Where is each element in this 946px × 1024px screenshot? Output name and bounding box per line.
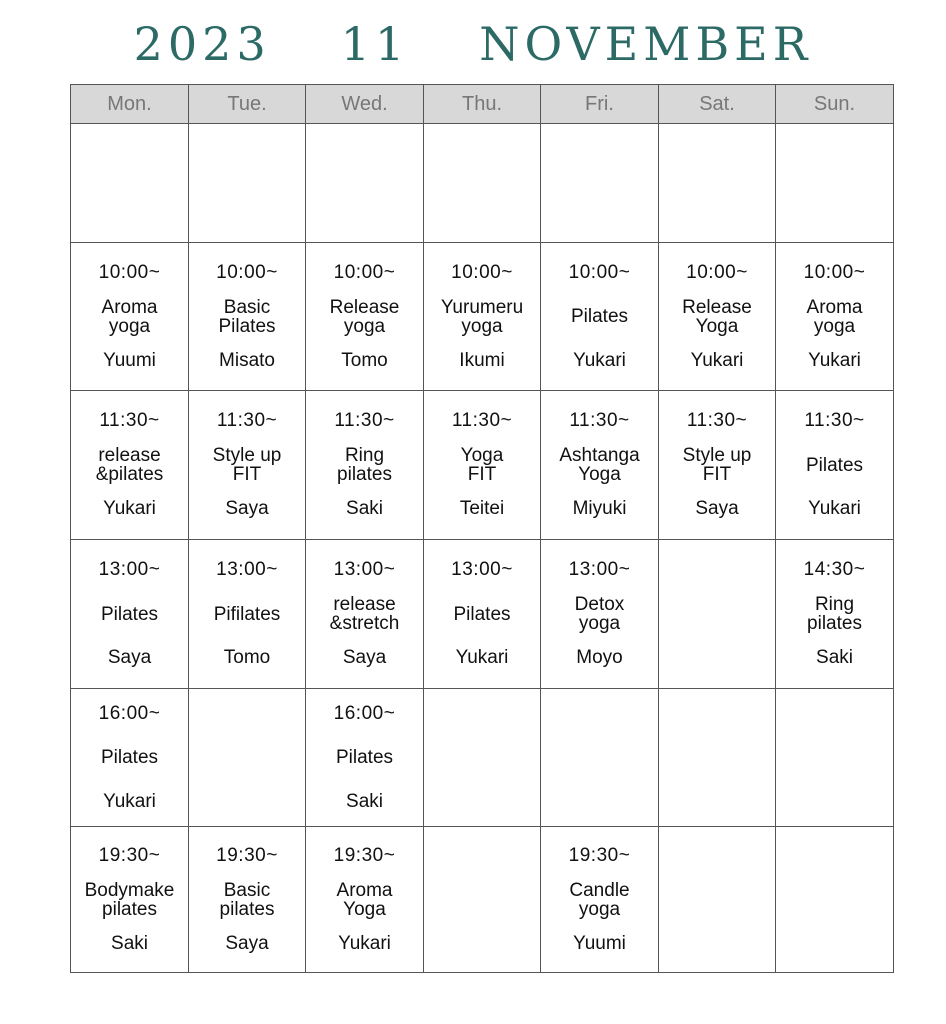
class-time: 11:30~ [804,410,865,431]
class-entry [659,243,775,390]
class-entry [189,243,305,390]
schedule-cell-sat [659,391,776,540]
schedule-cell-sat [659,124,776,243]
class-time: 10:00~ [451,261,513,283]
class-teacher: Yukari [455,647,509,668]
class-time: 13:00~ [98,559,161,580]
schedule-cell-fri [541,827,659,973]
class-time: 13:00~ [568,559,631,580]
schedule-row [71,243,894,391]
schedule-cell-sun [776,689,894,827]
schedule-cell-thu [424,689,541,827]
class-entry [71,540,188,688]
class-entry [541,540,658,688]
class-name: Ring pilates [337,445,392,485]
schedule-cell-tue [189,124,306,243]
schedule-cell-sun [776,124,894,243]
title-month-name: NOVEMBER [479,17,813,71]
class-name: Style up FIT [682,445,752,485]
class-name: Pilates [805,454,864,476]
class-teacher: Saki [816,647,853,668]
class-name: Aroma yoga [806,296,863,337]
schedule-cell-sat [659,540,776,689]
class-time: 10:00~ [568,261,631,283]
class-time: 14:30~ [803,559,866,580]
schedule-cell-sat [659,243,776,391]
class-teacher: Saki [346,498,383,519]
class-name: Aroma Yoga [336,879,393,920]
class-time: 11:30~ [334,410,395,431]
day-header-sun: Sun. [776,85,894,124]
schedule-cell-fri [541,689,659,827]
schedule-cell-fri [541,540,659,689]
schedule-cell-sat [659,827,776,973]
class-teacher: Saya [225,498,269,519]
schedule-cell-sun [776,540,894,689]
class-time: 10:00~ [803,261,866,283]
schedule-cell-wed [306,243,424,391]
schedule-cell-mon [71,391,189,540]
class-entry [189,540,305,688]
schedule-cell-sun [776,391,894,540]
class-teacher: Saya [225,932,269,954]
day-header-mon: Mon. [71,85,189,124]
schedule-cell-wed [306,689,424,827]
schedule-cell-sun [776,827,894,973]
class-entry [776,540,893,688]
class-teacher: Saki [111,932,148,954]
class-entry [306,827,423,972]
class-teacher: Yukari [573,349,626,371]
class-name: Detox yoga [574,594,625,634]
class-name: Release Yoga [682,296,752,337]
class-entry [71,689,188,826]
class-name: Pilates [335,747,394,768]
class-entry [541,243,658,390]
schedule-cell-thu [424,540,541,689]
schedule-cell-tue [189,540,306,689]
class-name: Pilates [453,603,511,625]
class-time: 19:30~ [568,844,631,866]
class-teacher: Saya [342,647,387,668]
class-entry [424,391,540,539]
class-entry [71,827,188,972]
class-time: 19:30~ [98,844,161,866]
class-time: 13:00~ [451,559,513,580]
class-teacher: Misato [219,349,275,371]
class-time: 10:00~ [98,261,161,283]
class-entry [306,243,423,390]
schedule-cell-tue [189,827,306,973]
class-name: Ring pilates [807,594,862,634]
class-time: 13:00~ [333,559,396,580]
schedule-row [71,540,894,689]
weekday-header-row [71,85,894,124]
class-teacher: Miyuki [572,498,627,519]
class-name: Yoga FIT [460,445,504,485]
class-name: release &pilates [95,445,164,485]
schedule-cell-mon [71,243,189,391]
class-time: 10:00~ [686,261,748,283]
title-month-number: 11 [340,17,410,71]
schedule-cell-wed [306,540,424,689]
class-time: 11:30~ [216,410,278,431]
schedule-cell-mon [71,827,189,973]
class-name: Pilates [570,306,629,327]
schedule-cell-fri [541,243,659,391]
class-name: Aroma yoga [101,296,158,337]
class-time: 19:30~ [216,844,278,866]
class-teacher: Yukari [808,349,861,371]
schedule-row [71,689,894,827]
day-header-sat: Sat. [659,85,776,124]
class-entry [189,827,305,972]
schedule-cell-thu [424,124,541,243]
class-time: 10:00~ [216,261,278,283]
class-time: 10:00~ [333,261,396,283]
class-entry [306,540,423,688]
schedule-cell-mon [71,124,189,243]
class-time: 19:30~ [333,844,396,866]
class-teacher: Yukari [338,932,391,954]
schedule-cell-mon [71,689,189,827]
day-header-tue: Tue. [189,85,306,124]
class-teacher: Tomo [341,349,388,371]
class-teacher: Yukari [808,498,861,519]
schedule-cell-thu [424,827,541,973]
schedule-cell-sat [659,689,776,827]
schedule-cell-wed [306,124,424,243]
day-header-wed: Wed. [306,85,424,124]
schedule-cell-tue [189,689,306,827]
class-time: 11:30~ [99,410,160,431]
class-entry [541,391,658,539]
schedule-cell-wed [306,391,424,540]
schedule-cell-sun [776,243,894,391]
class-time: 11:30~ [569,410,630,431]
class-entry [71,243,188,390]
schedule-cell-thu [424,243,541,391]
class-name: Candle yoga [569,879,630,920]
class-time: 11:30~ [686,410,748,431]
class-time: 11:30~ [451,410,513,431]
class-time: 16:00~ [333,702,396,724]
class-teacher: Saya [107,647,152,668]
class-teacher: Tomo [223,647,271,668]
schedule-table [70,84,894,973]
class-teacher: Yukari [103,498,156,519]
class-name: Pilates [100,747,159,768]
class-name: Pilates [100,603,159,625]
day-header-thu: Thu. [424,85,541,124]
class-time: 16:00~ [98,702,161,724]
class-entry [71,391,188,539]
class-name: Yurumeru yoga [440,296,524,337]
schedule-row [71,827,894,973]
schedule-cell-tue [189,243,306,391]
class-name: Bodymake pilates [84,879,175,920]
class-name: Release yoga [329,296,400,337]
class-name: Basic Pilates [218,296,276,337]
schedule-cell-wed [306,827,424,973]
schedule-row [71,391,894,540]
class-teacher: Yuumi [573,932,626,954]
schedule-cell-mon [71,540,189,689]
class-entry [306,391,423,539]
schedule-cell-fri [541,391,659,540]
class-teacher: Yuumi [103,349,156,371]
class-time: 13:00~ [216,559,278,580]
class-entry [424,243,540,390]
calendar-title [0,14,946,74]
class-name: release &stretch [329,594,400,634]
class-teacher: Yukari [690,349,744,371]
class-name: Pifilates [213,603,281,625]
class-entry [659,391,775,539]
class-entry [424,540,540,688]
class-teacher: Yukari [103,790,156,812]
class-teacher: Teitei [459,498,505,519]
class-teacher: Ikumi [459,349,505,371]
class-teacher: Saki [346,790,383,812]
class-name: Basic pilates [219,879,275,920]
schedule-row [71,124,894,243]
class-entry [306,689,423,826]
title-year: 2023 [133,17,271,71]
class-name: Ashtanga Yoga [559,445,640,485]
class-name: Style up FIT [212,445,282,485]
class-entry [776,391,893,539]
class-teacher: Saya [695,498,739,519]
class-entry [776,243,893,390]
class-teacher: Moyo [576,647,623,668]
schedule-cell-fri [541,124,659,243]
schedule-cell-thu [424,391,541,540]
class-entry [541,827,658,972]
day-header-fri: Fri. [541,85,659,124]
class-entry [189,391,305,539]
schedule-cell-tue [189,391,306,540]
